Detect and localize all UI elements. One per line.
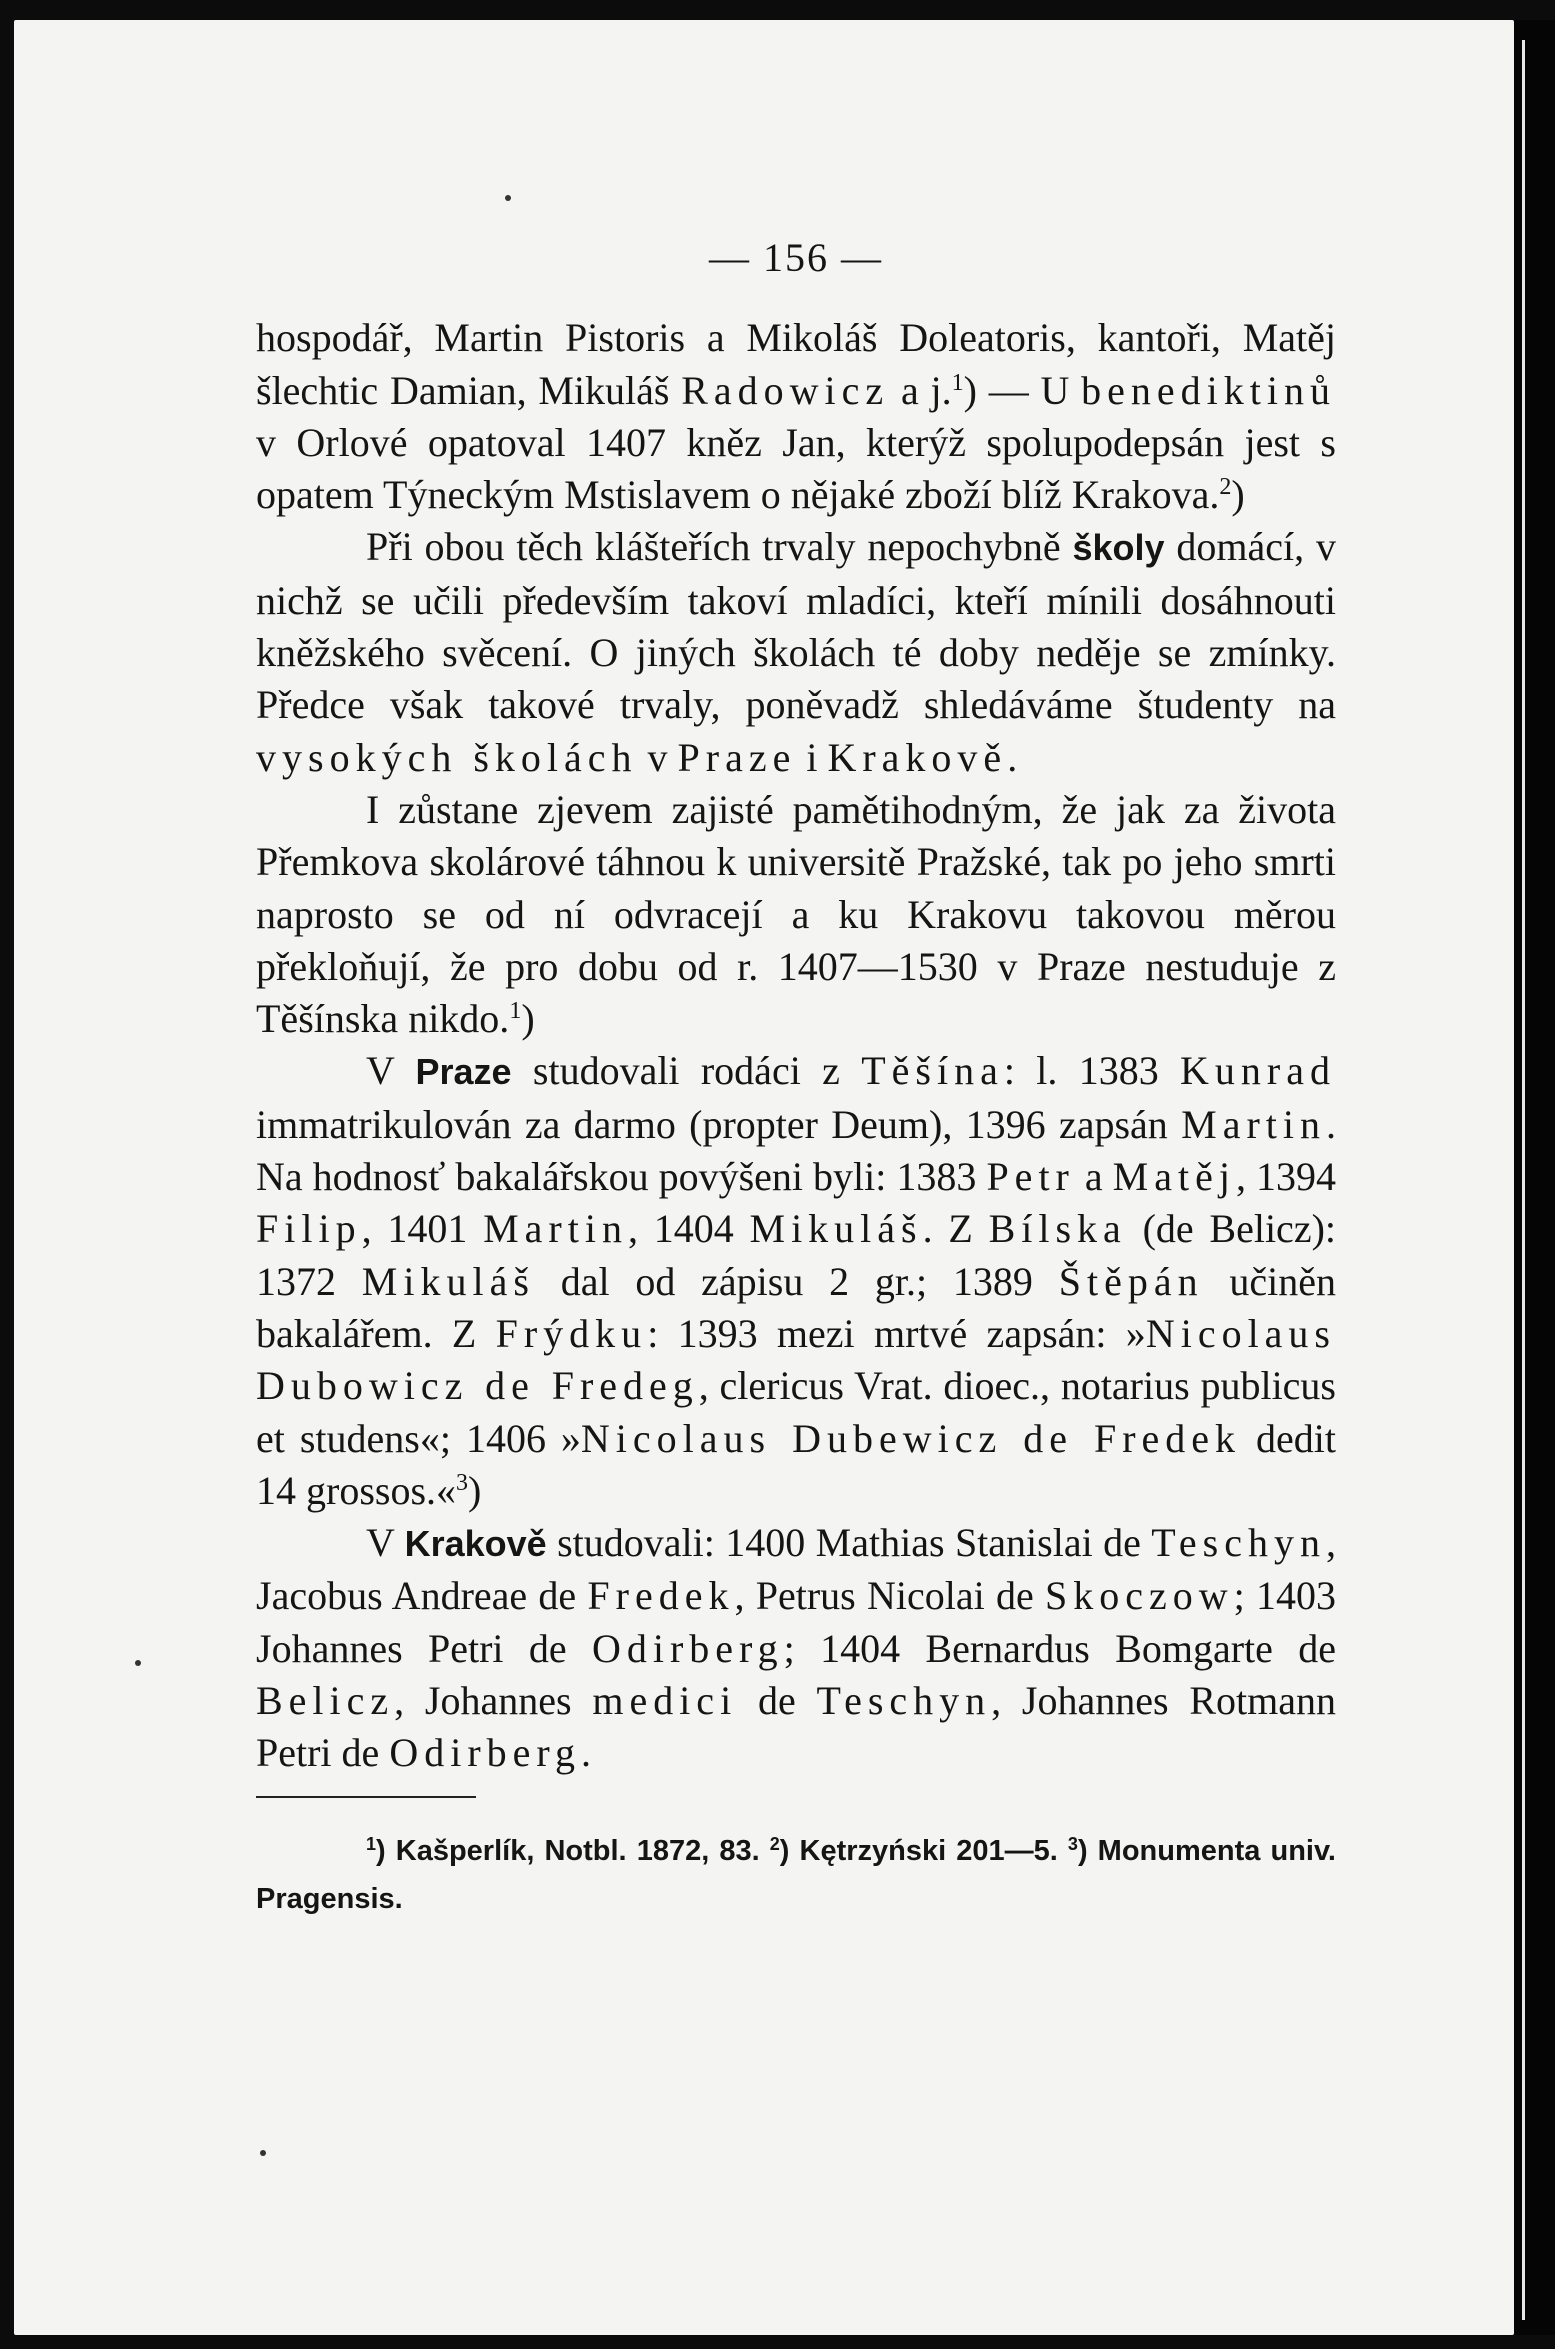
text-run: , Johannes Rotmann Petri de (256, 1678, 1336, 1776)
text-run: ) (1231, 472, 1245, 518)
page-content (256, 232, 1336, 1952)
spaced-term: Petr (986, 1154, 1075, 1200)
text-run: dal od zápisu 2 gr.; 1389 (534, 1258, 1059, 1304)
text-run: a j. (889, 367, 952, 413)
footnote-rule (256, 1796, 476, 1798)
text-run: studovali rodáci z (511, 1048, 862, 1094)
scan-speck (135, 1660, 141, 1666)
footnote-marker: 1 (509, 998, 522, 1025)
text-run: i (796, 734, 828, 780)
spaced-term: Bílska (988, 1206, 1127, 1252)
text-run: V (366, 1520, 405, 1566)
text-run: v Orlové opatoval 1407 kněz Jan, kterýž spolupodepsán jest s opatem Týneckým Mstislavem o nějaké zboží blíž Krakova. (256, 419, 1336, 518)
spaced-term: Filip (256, 1206, 362, 1252)
text-run: . Na hodnosť bakalářskou povýšeni byli: 1383 (256, 1101, 1336, 1200)
text-run: : 1393 mezi mrtvé zapsán: » (647, 1310, 1146, 1356)
text-run: v (637, 734, 678, 780)
page-edge-line (1522, 40, 1525, 2320)
spaced-term: Matěj (1112, 1154, 1236, 1200)
text-run: , 1404 (627, 1206, 750, 1252)
text-run: ) Kętrzyński 201—5. (779, 1834, 1068, 1867)
paragraph-1 (256, 312, 1336, 521)
footnotes (256, 1827, 1336, 1923)
text-run: . Z (922, 1206, 989, 1252)
spaced-term: Teschyn (1151, 1520, 1326, 1566)
text-run: . (1007, 734, 1018, 780)
spaced-term: Odirberg (389, 1730, 581, 1776)
paragraph-3 (256, 784, 1336, 1045)
spaced-term: Teschyn (816, 1678, 992, 1724)
text-run: (de Belicz): 1372 (256, 1206, 1336, 1304)
scan-speck (505, 195, 511, 201)
text-run: , 1401 (361, 1206, 484, 1252)
bold-term: školy (1072, 527, 1165, 569)
text-run: ) (468, 1467, 482, 1513)
footnote-marker: 3 (456, 1469, 469, 1496)
spaced-term: Martin (1181, 1101, 1326, 1147)
spaced-term: medici (592, 1678, 738, 1724)
text-run: a (1074, 1154, 1113, 1200)
spaced-term: Skoczow (1044, 1573, 1234, 1619)
spaced-term: vysokých školách (256, 734, 638, 780)
spaced-term: Frýdku (495, 1310, 648, 1356)
text-run: V (366, 1048, 416, 1094)
text-run: ) (521, 996, 535, 1042)
spaced-term: Fredek (587, 1573, 735, 1619)
footnote-marker: 2 (1219, 474, 1232, 501)
spaced-term: Štěpán (1058, 1258, 1204, 1304)
spaced-term: Nicolaus Dubewicz de Fredek (580, 1415, 1242, 1461)
page-number: — 156 — (709, 235, 883, 280)
text-run: I zůstane zjevem zajisté pamětihodným, že jak za života Přemkova skolárové táhnou k universitě Pražské, tak po jeho smrti naprosto se od ní odvracejí a ku Krakovu takovou měrou překloňují, že pro dobu od r. 1407—1530 v Praze nestuduje z Těšínska nikdo. (256, 786, 1336, 1042)
text-run: ; 1403 Johannes Petri de (256, 1573, 1336, 1671)
spaced-term: Martin (483, 1206, 628, 1252)
spaced-term: Kunrad (1180, 1048, 1336, 1094)
text-run: ) Kašperlík, Notbl. 1872, 83. (376, 1834, 770, 1867)
bold-term: Krakově (404, 1523, 547, 1565)
footnote-marker: 2 (769, 1833, 780, 1854)
text-run: ) — U (963, 367, 1082, 413)
scan-speck (260, 2150, 266, 2156)
spaced-term: Radowicz (681, 367, 890, 413)
footnote-marker: 1 (951, 369, 964, 396)
spaced-term: Mikuláš (361, 1258, 535, 1304)
text-run: hospodář, Martin Pistoris a Mikoláš Doleatoris, kantoři, Matěj šlechtic Damian, Mikuláš (256, 315, 1336, 413)
paragraph-2 (256, 521, 1336, 783)
text-run: , Jacobus Andreae de (256, 1520, 1336, 1619)
spaced-term: Krakově (827, 734, 1008, 780)
spaced-term: Mikuláš (749, 1206, 923, 1252)
scan-edge (1514, 20, 1555, 2335)
paragraph-5 (256, 1517, 1336, 1779)
text-run: domácí, v nichž se učili především takoví mladíci, kteří mínili dosáhnouti kněžského svěcení. O jiných školách té doby neděje se zmínky. Předce však takové trvaly, poněvadž shledáváme študenty na (256, 524, 1336, 728)
bold-term: Praze (415, 1051, 512, 1093)
spaced-term: Nicolaus Dubowicz de Fredeg (256, 1310, 1336, 1409)
footnote-marker: 1 (366, 1833, 377, 1854)
paragraph-4 (256, 1045, 1336, 1517)
text-run: ) Monumenta univ. Pragensis. (256, 1834, 1336, 1915)
spaced-term: Odirberg (591, 1625, 784, 1671)
text-run: , 1394 (1235, 1154, 1336, 1200)
spaced-term: benediktinů (1081, 367, 1336, 413)
spaced-term: Praze (677, 734, 797, 780)
text-run: , Johannes (394, 1678, 593, 1724)
text-run: , Petrus Nicolai de (734, 1573, 1045, 1619)
text-run: , clericus Vrat. dioec., notarius publicus et studens«; 1406 » (256, 1363, 1337, 1461)
text-run: ; 1404 Bernardus Bomgarte de (783, 1625, 1336, 1671)
spaced-term: Belicz (256, 1678, 395, 1724)
footnote-marker: 3 (1067, 1833, 1078, 1854)
text-run: : l. 1383 (1003, 1048, 1181, 1094)
text-run: Při obou těch klášteřích trvaly nepochybně (366, 524, 1073, 570)
text-run: immatrikulován za darmo (propter Deum), 1396 zapsán (256, 1101, 1182, 1147)
spaced-term: Těšína (861, 1048, 1004, 1094)
text-run: de (737, 1678, 817, 1724)
text-run: učiněn bakalářem. Z (256, 1258, 1337, 1356)
text-run: studovali: 1400 Mathias Stanislai de (546, 1520, 1152, 1566)
text-run: dedit 14 grossos.« (256, 1415, 1336, 1513)
text-run: . (580, 1730, 591, 1776)
